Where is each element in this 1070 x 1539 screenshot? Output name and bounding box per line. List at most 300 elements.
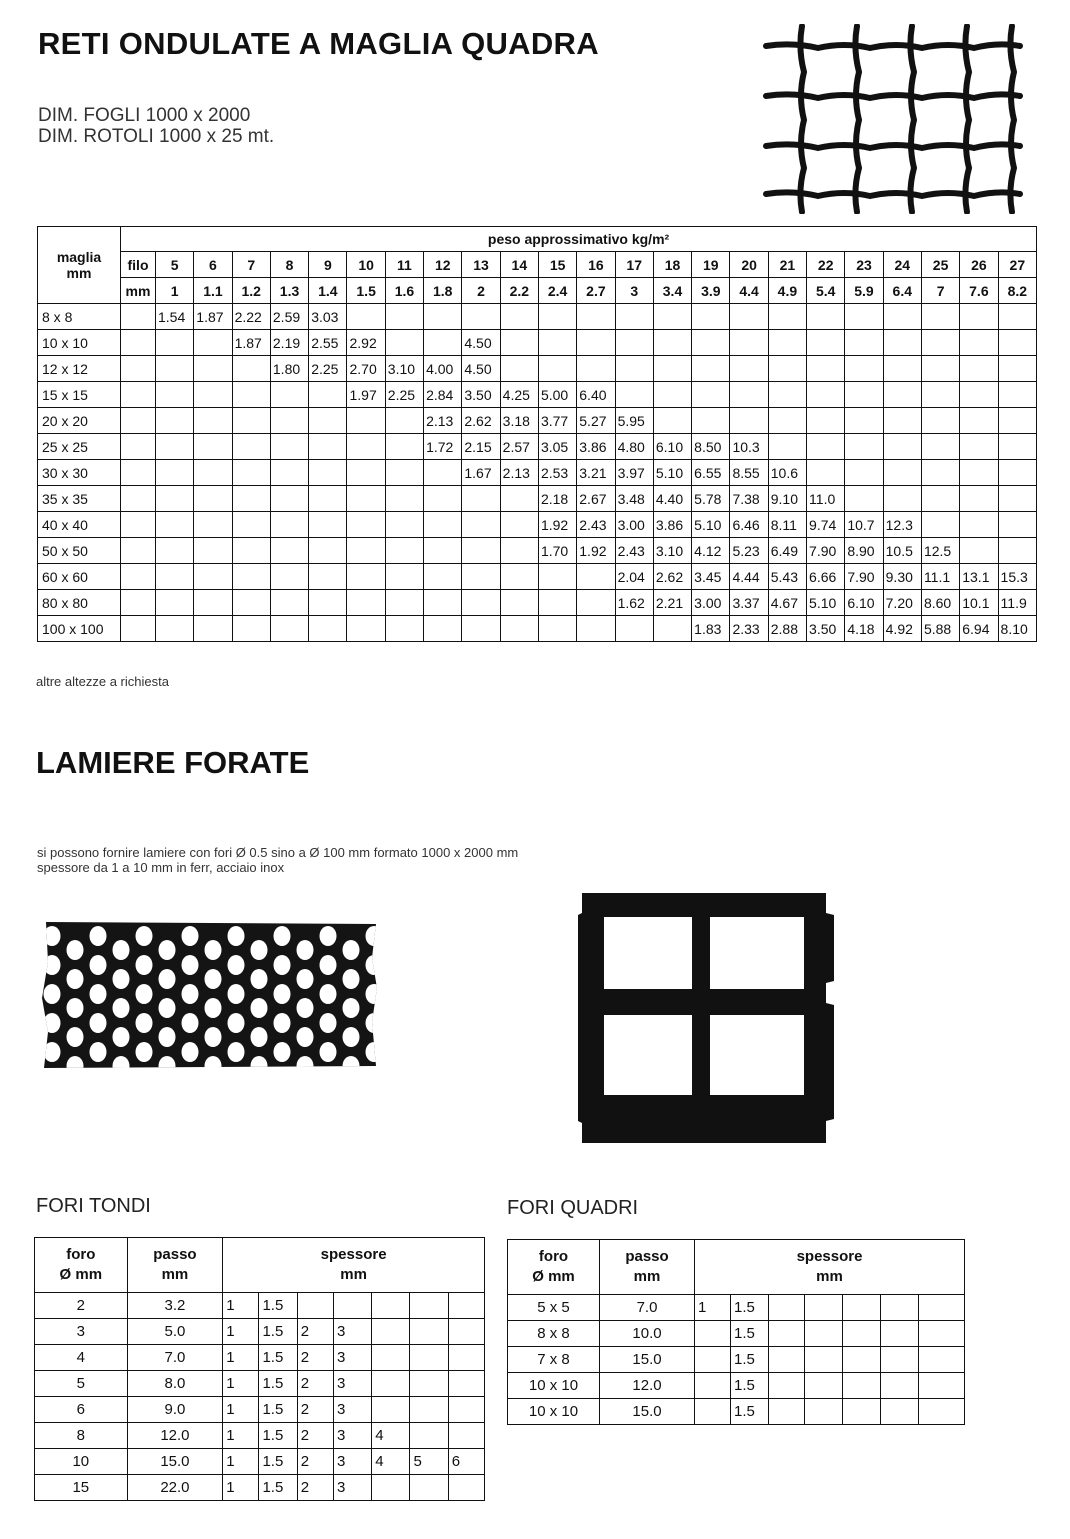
weight-cell [538, 356, 576, 382]
maglia-header-label: maglia [56, 249, 102, 265]
weight-cell [156, 434, 194, 460]
weight-cell [385, 486, 423, 512]
weight-cell [730, 356, 768, 382]
weight-cell [883, 304, 921, 330]
filo-diameter: 1 [156, 278, 194, 304]
spessore-cell: 1.5 [259, 1397, 297, 1423]
table-row [38, 512, 1037, 538]
weight-cell [921, 486, 959, 512]
table-row [508, 1295, 965, 1321]
empty-cell [121, 460, 156, 486]
weight-cell [500, 512, 538, 538]
desc-line-2: spessore da 1 a 10 mm in ferr, acciaio inox [37, 860, 285, 875]
weight-cell [500, 356, 538, 382]
filo-diameter: 1.1 [194, 278, 232, 304]
weight-cell [883, 408, 921, 434]
spessore-cell [448, 1371, 484, 1397]
passo-cell: 15.0 [600, 1347, 695, 1373]
weight-cell [538, 616, 576, 642]
table-row [35, 1475, 485, 1501]
weight-cell: 8.50 [692, 434, 730, 460]
empty-cell [121, 590, 156, 616]
weight-cell [385, 538, 423, 564]
empty-cell [121, 616, 156, 642]
spessore-cell: 1.5 [731, 1347, 769, 1373]
spessore-cell [448, 1345, 484, 1371]
round-hole [297, 998, 314, 1018]
weight-cell [347, 616, 385, 642]
peso-header-label: peso approssimativo kg/m² [487, 231, 670, 247]
weight-cell: 2.15 [462, 434, 500, 460]
round-hole [182, 926, 199, 946]
note-altre-altezze: altre altezze a richiesta [36, 674, 169, 689]
weight-cell [653, 330, 691, 356]
round-hole [182, 1013, 199, 1033]
spessore-cell [805, 1321, 843, 1347]
spessore-cell [410, 1345, 448, 1371]
weight-cell [577, 616, 615, 642]
passo-cell: 12.0 [600, 1373, 695, 1399]
weight-cell [156, 616, 194, 642]
foro-cell: 7 x 8 [508, 1347, 600, 1373]
passo-header [127, 1238, 223, 1293]
weight-cell [692, 330, 730, 356]
weight-cell [156, 564, 194, 590]
weight-cell [807, 408, 845, 434]
spessore-cell [448, 1293, 484, 1319]
weight-cell [807, 382, 845, 408]
round-hole [343, 969, 360, 989]
weight-cell [538, 330, 576, 356]
weight-cell: 4.50 [462, 356, 500, 382]
mesh-wire [766, 192, 1020, 196]
weight-cell: 2.67 [577, 486, 615, 512]
spessore-cell: 3 [333, 1345, 371, 1371]
spessore-cell [769, 1347, 805, 1373]
passo-cell: 5.0 [127, 1319, 223, 1345]
weight-cell: 7.90 [845, 564, 883, 590]
filo-diameter: 1.4 [309, 278, 347, 304]
spessore-cell: 3 [333, 1449, 371, 1475]
spessore-cell [769, 1321, 805, 1347]
maglia-header [38, 227, 121, 304]
weight-cell [156, 356, 194, 382]
weight-cell: 1.92 [577, 538, 615, 564]
weight-cell: 1.62 [615, 590, 653, 616]
weight-cell: 12.3 [883, 512, 921, 538]
weight-cell: 10.5 [883, 538, 921, 564]
spessore-cell [805, 1373, 843, 1399]
foro-header [35, 1238, 128, 1293]
filo-label: filo [121, 252, 156, 278]
filo-gauge: 18 [653, 252, 691, 278]
spessore-cell [372, 1475, 410, 1501]
filo-diameter: 2.2 [500, 278, 538, 304]
weight-cell [883, 434, 921, 460]
table-row [38, 590, 1037, 616]
foro-cell: 10 [35, 1449, 128, 1475]
weight-cell [538, 564, 576, 590]
table-row [38, 434, 1037, 460]
round-hole [274, 1013, 291, 1033]
weight-cell [807, 330, 845, 356]
foro-cell: 5 x 5 [508, 1295, 600, 1321]
weight-cell [960, 434, 998, 460]
weight-cell: 3.05 [538, 434, 576, 460]
spessore-cell [843, 1347, 881, 1373]
foro-header-unit: Ø mm [59, 1266, 103, 1283]
weight-cell [960, 304, 998, 330]
filo-diameter: 3 [615, 278, 653, 304]
weight-cell [807, 460, 845, 486]
weight-cell: 11.0 [807, 486, 845, 512]
weight-cell: 5.43 [768, 564, 806, 590]
spessore-cell [919, 1373, 965, 1399]
passo-cell: 8.0 [127, 1371, 223, 1397]
weight-cell [768, 382, 806, 408]
weight-cell: 2.21 [653, 590, 691, 616]
weight-cell [692, 356, 730, 382]
round-hole [44, 1042, 61, 1062]
spessore-cell: 3 [333, 1397, 371, 1423]
round-hole [182, 984, 199, 1004]
weight-cell [156, 512, 194, 538]
table-row [38, 356, 1037, 382]
spessore-cell: 1.5 [259, 1371, 297, 1397]
weight-cell: 5.00 [538, 382, 576, 408]
table-row [38, 460, 1037, 486]
mesh-wire [766, 44, 1020, 48]
weight-cell [270, 564, 308, 590]
weight-cell: 9.30 [883, 564, 921, 590]
weight-cell: 4.44 [730, 564, 768, 590]
weight-cell [156, 486, 194, 512]
round-hole [228, 984, 245, 1004]
weight-cell: 2.04 [615, 564, 653, 590]
weight-cell [194, 434, 232, 460]
weight-cell [462, 538, 500, 564]
weight-cell [309, 408, 347, 434]
round-hole [67, 969, 84, 989]
weight-cell [845, 382, 883, 408]
maglia-cell: 25 x 25 [38, 434, 121, 460]
passo-header-label: passo [625, 1248, 669, 1265]
weight-cell [347, 304, 385, 330]
table-row [35, 1397, 485, 1423]
round-hole [297, 1027, 314, 1047]
spessore-cell [919, 1295, 965, 1321]
weight-cell: 2.88 [768, 616, 806, 642]
weight-cell [883, 460, 921, 486]
weight-cell [232, 460, 270, 486]
weight-cell: 2.53 [538, 460, 576, 486]
spessore-cell [805, 1399, 843, 1425]
spessore-cell: 1.5 [259, 1319, 297, 1345]
weight-cell [194, 564, 232, 590]
weight-cell [424, 616, 462, 642]
maglia-cell: 35 x 35 [38, 486, 121, 512]
weight-cell: 2.13 [424, 408, 462, 434]
weight-cell [692, 382, 730, 408]
spessore-cell: 1 [223, 1319, 259, 1345]
weight-cell: 3.50 [462, 382, 500, 408]
weight-cell [156, 382, 194, 408]
weight-cell [424, 304, 462, 330]
weight-cell [270, 382, 308, 408]
weight-cell [385, 304, 423, 330]
spessore-cell: 1.5 [731, 1321, 769, 1347]
weight-cell [500, 330, 538, 356]
weight-cell: 5.10 [807, 590, 845, 616]
weight-cell: 5.95 [615, 408, 653, 434]
round-hole [228, 926, 245, 946]
weight-cell [921, 356, 959, 382]
weight-cell: 2.13 [500, 460, 538, 486]
empty-cell [121, 356, 156, 382]
weight-cell [347, 486, 385, 512]
spessore-cell [843, 1295, 881, 1321]
weight-cell: 10.3 [730, 434, 768, 460]
weight-cell [347, 538, 385, 564]
weight-cell [768, 434, 806, 460]
round-hole [90, 1013, 107, 1033]
filo-diameter: 5.9 [845, 278, 883, 304]
weight-cell [845, 434, 883, 460]
weight-cell: 3.86 [653, 512, 691, 538]
spessore-cell: 2 [297, 1449, 333, 1475]
weight-cell: 4.80 [615, 434, 653, 460]
weight-cell [998, 460, 1037, 486]
weight-cell [538, 304, 576, 330]
maglia-cell: 20 x 20 [38, 408, 121, 434]
filo-diameter: 7 [921, 278, 959, 304]
foro-header-label: foro [538, 1248, 569, 1265]
spessore-cell: 1.5 [259, 1293, 297, 1319]
foro-header-label: foro [66, 1246, 96, 1263]
weight-cell: 3.37 [730, 590, 768, 616]
passo-cell: 3.2 [127, 1293, 223, 1319]
round-hole [205, 998, 222, 1018]
weight-cell: 6.66 [807, 564, 845, 590]
filo-gauge: 26 [960, 252, 998, 278]
weight-cell [883, 330, 921, 356]
maglia-cell: 40 x 40 [38, 512, 121, 538]
table-row [508, 1399, 965, 1425]
filo-diameter: 6.4 [883, 278, 921, 304]
weight-cell [194, 460, 232, 486]
weight-cell [270, 460, 308, 486]
spessore-cell: 4 [372, 1449, 410, 1475]
round-hole [44, 926, 61, 946]
weight-cell [845, 408, 883, 434]
round-hole [205, 969, 222, 989]
weight-cell: 2.62 [653, 564, 691, 590]
weight-cell: 4.12 [692, 538, 730, 564]
round-hole [274, 1042, 291, 1062]
weight-cell [270, 434, 308, 460]
weight-cell: 7.90 [807, 538, 845, 564]
mm-label: mm [121, 278, 156, 304]
weight-cell [730, 330, 768, 356]
mesh-wire [1010, 26, 1014, 212]
weight-cell [998, 538, 1037, 564]
round-hole [251, 940, 268, 960]
spessore-cell [881, 1373, 919, 1399]
weight-cell [577, 564, 615, 590]
empty-cell [121, 330, 156, 356]
round-hole [343, 998, 360, 1018]
weight-cell [462, 616, 500, 642]
weight-cell [730, 304, 768, 330]
foro-header [508, 1240, 600, 1295]
table-row [38, 330, 1037, 356]
spessore-cell: 1 [223, 1475, 259, 1501]
filo-gauge: 7 [232, 252, 270, 278]
table-row [508, 1373, 965, 1399]
foro-cell: 15 [35, 1475, 128, 1501]
round-hole [320, 1013, 337, 1033]
weight-cell [385, 330, 423, 356]
passo-cell: 15.0 [600, 1399, 695, 1425]
weight-cell: 5.88 [921, 616, 959, 642]
filo-row [38, 252, 1037, 278]
weight-cell [232, 616, 270, 642]
weight-cell: 2.43 [577, 512, 615, 538]
weight-cell [194, 486, 232, 512]
weight-cell: 1.72 [424, 434, 462, 460]
table-row [38, 616, 1037, 642]
spessore-cell: 2 [297, 1345, 333, 1371]
weight-cell: 6.49 [768, 538, 806, 564]
spessore-cell: 2 [297, 1319, 333, 1345]
weight-cell [998, 382, 1037, 408]
round-hole [113, 998, 130, 1018]
weight-cell [424, 512, 462, 538]
weight-cell: 3.48 [615, 486, 653, 512]
table-row [508, 1347, 965, 1373]
filo-gauge: 14 [500, 252, 538, 278]
weight-cell: 4.00 [424, 356, 462, 382]
filo-gauge: 11 [385, 252, 423, 278]
spessore-cell [448, 1319, 484, 1345]
weight-cell [462, 590, 500, 616]
weight-cell: 12.5 [921, 538, 959, 564]
spessore-cell: 2 [297, 1397, 333, 1423]
table-row [38, 564, 1037, 590]
weight-cell [156, 408, 194, 434]
weight-cell: 3.86 [577, 434, 615, 460]
section-title-lamiere: LAMIERE FORATE [36, 745, 310, 780]
spessore-cell: 1 [695, 1295, 731, 1321]
spessore-cell [410, 1475, 448, 1501]
weight-cell: 8.60 [921, 590, 959, 616]
weight-cell [424, 330, 462, 356]
weight-cell [270, 486, 308, 512]
table-header-row [508, 1240, 965, 1295]
filo-gauge: 22 [807, 252, 845, 278]
weight-cell: 2.92 [347, 330, 385, 356]
dimensions-block [38, 105, 274, 147]
spessore-cell: 1.5 [731, 1295, 769, 1321]
spessore-cell [769, 1399, 805, 1425]
passo-header-label: passo [153, 1246, 197, 1263]
weight-cell [921, 460, 959, 486]
round-hole [251, 969, 268, 989]
weight-cell [692, 408, 730, 434]
weight-cell [807, 356, 845, 382]
weight-cell: 10.1 [960, 590, 998, 616]
subtitle-fori-tondi: FORI TONDI [36, 1195, 151, 1217]
section-title-reti: RETI ONDULATE A MAGLIA QUADRA [38, 26, 599, 61]
wire-mesh-illustration [762, 24, 1024, 214]
weight-cell: 6.40 [577, 382, 615, 408]
round-hole [90, 926, 107, 946]
weight-cell [309, 460, 347, 486]
spessore-cell [410, 1371, 448, 1397]
weight-cell [347, 408, 385, 434]
weight-cell: 4.92 [883, 616, 921, 642]
square-hole-sheet-illustration [578, 891, 836, 1146]
round-hole [159, 969, 176, 989]
dim-sheets: DIM. FOGLI 1000 x 2000 [38, 105, 251, 126]
round-hole [228, 955, 245, 975]
weight-cell [424, 590, 462, 616]
weight-cell: 6.10 [653, 434, 691, 460]
filo-gauge: 10 [347, 252, 385, 278]
mesh-wire [855, 26, 859, 212]
filo-mm-row [38, 278, 1037, 304]
passo-header [600, 1240, 695, 1295]
table-row [35, 1293, 485, 1319]
weight-cell [309, 486, 347, 512]
weight-cell [921, 512, 959, 538]
weight-cell [385, 590, 423, 616]
weight-cell [347, 590, 385, 616]
spessore-cell: 1.5 [731, 1373, 769, 1399]
filo-gauge: 17 [615, 252, 653, 278]
spessore-header-unit: mm [816, 1268, 843, 1285]
weight-cell: 8.10 [998, 616, 1037, 642]
weight-cell [194, 590, 232, 616]
filo-gauge: 20 [730, 252, 768, 278]
weight-cell [500, 564, 538, 590]
empty-cell [121, 382, 156, 408]
table-row [508, 1321, 965, 1347]
round-hole [136, 984, 153, 1004]
round-hole [90, 955, 107, 975]
spessore-cell [919, 1321, 965, 1347]
spessore-cell: 2 [297, 1371, 333, 1397]
round-hole [67, 998, 84, 1018]
weight-cell: 9.74 [807, 512, 845, 538]
spessore-cell: 1.5 [259, 1449, 297, 1475]
weight-cell: 4.67 [768, 590, 806, 616]
passo-cell: 7.0 [127, 1345, 223, 1371]
weight-cell: 6.55 [692, 460, 730, 486]
weight-cell: 2.84 [424, 382, 462, 408]
weight-cell [462, 512, 500, 538]
square-hole [604, 1015, 692, 1095]
weight-cell [998, 434, 1037, 460]
filo-gauge: 23 [845, 252, 883, 278]
weight-cell [577, 356, 615, 382]
weight-cell: 2.22 [232, 304, 270, 330]
weight-cell [653, 356, 691, 382]
foro-cell: 5 [35, 1371, 128, 1397]
weight-cell [156, 330, 194, 356]
weight-cell [960, 512, 998, 538]
weight-cell [232, 564, 270, 590]
